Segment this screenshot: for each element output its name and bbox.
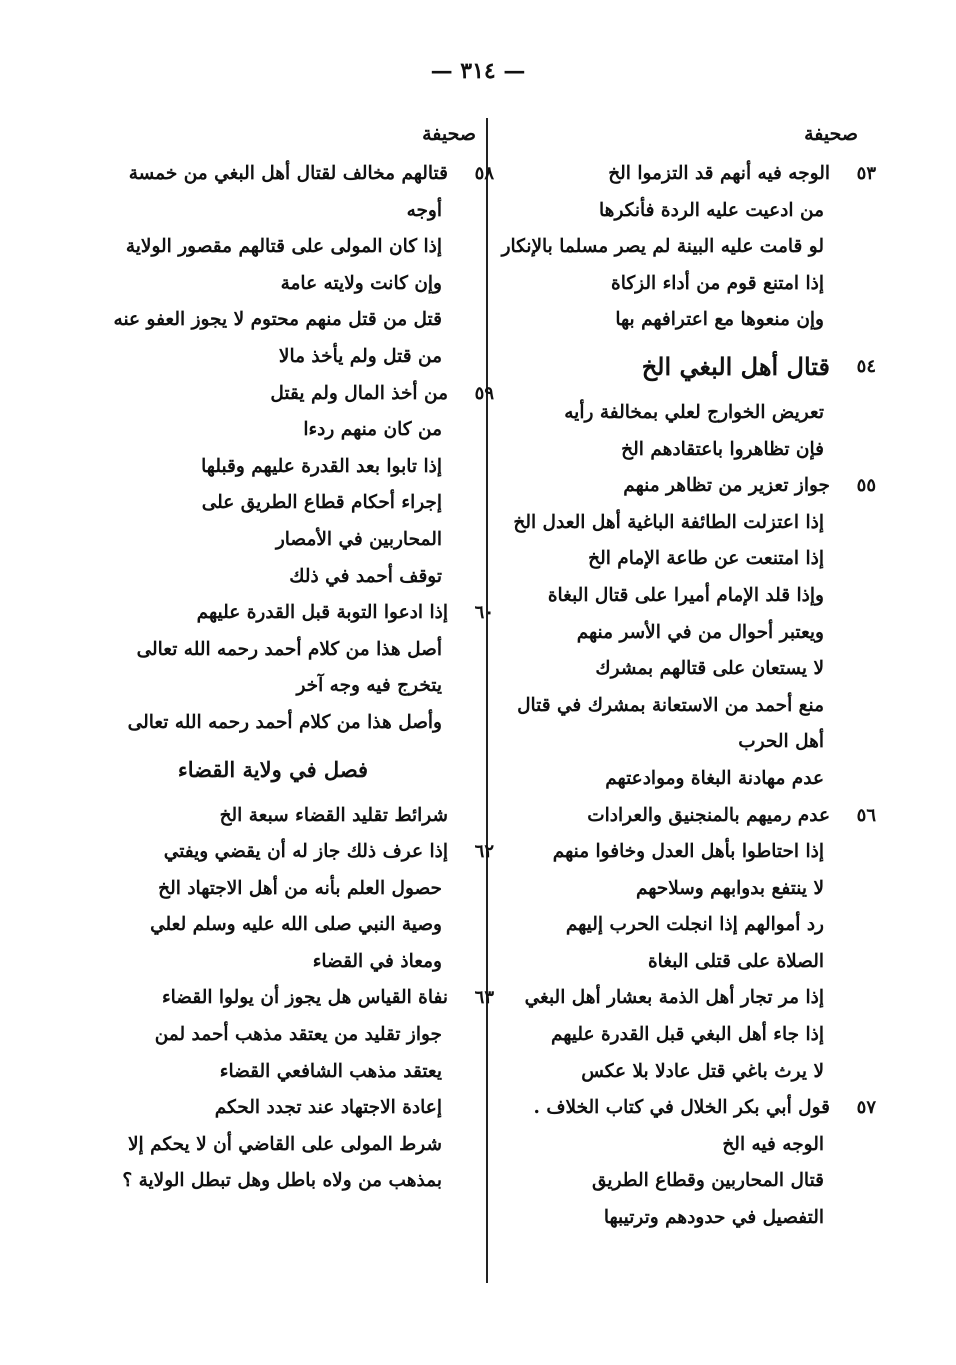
- index-entry: [490, 1090, 876, 1236]
- page-reference: ٦٣: [474, 987, 494, 1009]
- column-header-left: صحيفة: [422, 123, 476, 145]
- entry-line: إذا تابوا بعد القدرة عليهم وقبلها: [201, 455, 442, 477]
- entry-line: بمذهب من ولاه باطل وهل تبطل الولاية ؟: [122, 1170, 442, 1192]
- index-entry: [98, 156, 494, 376]
- page-reference: ٥٥: [856, 475, 876, 497]
- entry-line: من قتل ولم يأخذ مالا: [278, 345, 442, 367]
- entry-line: تعريض الخوارج لعلي بمخالفة رأيه: [564, 401, 824, 423]
- page-reference: ٥٤: [856, 355, 876, 377]
- entry-line: قتال المحاربين وقطاع الطريق: [592, 1170, 824, 1192]
- entry-line: وصية النبي صلى الله عليه وسلم لعلي: [150, 914, 442, 936]
- entry-line: حصول العلم بأنه من أهل الاجتهاد الخ: [158, 877, 442, 899]
- entry-line: إعادة الاجتهاد عند تجدد الحكم: [214, 1097, 442, 1119]
- entry-line: يتخرج فيه وجه آخر: [296, 675, 442, 697]
- entry-line: ويعتبر أحوال من في الأسر منهم: [576, 621, 824, 643]
- entry-line: أوجه: [406, 199, 442, 221]
- index-entry: [98, 798, 448, 835]
- entry-line: وأصل هذا من كلام أحمد رحمه الله تعالى: [127, 711, 442, 733]
- entry-line: إذا مر تجار أهل الذمة بعشار أهل البغي: [524, 987, 824, 1009]
- entry-line: إذا امتنعت عن طاعة الإمام الخ: [588, 548, 824, 570]
- entry-line: من كان منهم ردءا: [303, 419, 442, 441]
- entry-line: يعتقد مذهب الشافعي القضاء: [219, 1060, 442, 1082]
- entry-line: فإن تظاهروا باعتقادهم الخ: [621, 438, 824, 460]
- index-entry: [98, 595, 494, 741]
- entry-line: أهل الحرب: [738, 731, 824, 753]
- entry-line: قتالهم مخالف لقتال أهل البغي من خمسة: [128, 163, 448, 184]
- entry-line: شرط المولى على القاضي أن لا يحكم إلا: [127, 1133, 442, 1155]
- entry-line: عدم رميهم بالمنجنيق والعرادات: [587, 804, 830, 826]
- entry-line: إذا عرف ذلك جاز له أن يقضي ويفتي: [163, 841, 448, 863]
- page-reference: ٥٦: [856, 804, 876, 826]
- entry-line: شرائط تقليد القضاء سبعة الخ: [219, 804, 448, 826]
- index-entry: [98, 376, 494, 596]
- entry-line: الصلاة على قتلى البغاة: [647, 950, 824, 972]
- index-entry: [490, 156, 876, 339]
- index-entry: [490, 798, 876, 1091]
- column-divider: [486, 118, 488, 1283]
- entry-line: إذا احتاطوا بأهل العدل وخافوا منهم: [552, 841, 824, 863]
- entry-line: المحاربين في الأمصار: [275, 528, 442, 550]
- index-entry: [98, 834, 494, 980]
- entry-line: لو قامت عليه البينة لم يصر مسلما بالإنكار: [501, 236, 824, 258]
- page-reference: ٥٣: [856, 163, 876, 184]
- entry-line: إذا جاء أهل البغي قبل القدرة عليهم: [550, 1024, 824, 1046]
- entry-line: لا ينتفع بدوابهم وسلاحهم: [635, 877, 824, 899]
- index-entry: [98, 980, 494, 1200]
- entry-line: الوجه فيه أنهم قد التزموا الخ: [608, 163, 830, 184]
- entry-line: من أخذ المال ولم يقتل: [270, 382, 448, 404]
- entry-line: إذا اعتزلت الطائفة الباغية أهل العدل الخ: [513, 511, 824, 533]
- entry-line: ومعاذ في القضاء: [312, 950, 442, 972]
- entry-line: جواز تقليد من يعتقد مذهب أحمد لمن: [154, 1024, 442, 1046]
- entry-line: إذا كان المولى على قتالهم مقصور الولاية: [125, 236, 442, 258]
- entry-line: نفاة القياس هل يجوز أن يولوا القضاء: [161, 987, 448, 1009]
- entry-line: جواز تعزير من تظاهر منهم: [623, 475, 830, 497]
- entry-line: وإن منعوها مع اعترافهم بها: [615, 309, 824, 331]
- entry-line: رد أموالهم إذا انجلت الحرب إليهم: [565, 914, 824, 936]
- entry-line: أصل هذا من كلام أحمد رحمه الله تعالى: [136, 638, 442, 660]
- entry-line: إجراء أحكام قطاع الطريق على: [201, 492, 442, 514]
- entry-line: وإن كانت ولايته عامة: [280, 272, 442, 294]
- page-reference: ٥٩: [474, 382, 494, 404]
- section-title: فصل في ولاية القضاء: [177, 756, 369, 782]
- index-entry: [490, 339, 876, 468]
- page-reference: ٦٢: [474, 841, 494, 863]
- entry-line: قول أبي بكر الخلال في كتاب الخلاف .: [533, 1097, 830, 1119]
- entry-line: منع أحمد من الاستعانة بمشرك في قتال: [517, 694, 824, 716]
- entry-line: إذا ادعوا التوبة قبل القدرة عليهم: [196, 602, 448, 624]
- entry-line: عدم مهادنة البغاة وموادعتهم: [605, 767, 824, 789]
- entry-line: لا يستعان على قتالهم بمشرك: [595, 658, 824, 680]
- left-column: [98, 112, 494, 1200]
- right-column: [490, 112, 876, 1237]
- entry-heading: قتال أهل البغي الخ: [641, 351, 830, 381]
- page-reference: ٥٧: [856, 1097, 876, 1119]
- entry-line: الوجه فيه الخ: [722, 1133, 824, 1155]
- entry-line: لا يرث باغي قتل عادلا بلا عكس: [581, 1060, 824, 1082]
- page-reference: ٥٨: [474, 163, 494, 184]
- entry-line: التفصيل في حدودهم وترتيبها: [603, 1207, 824, 1229]
- page-number: — ٣١٤ —: [430, 58, 526, 84]
- entry-line: وإذا قلد الإمام أميرا على قتال البغاة: [547, 584, 824, 606]
- entry-line: قتل من قتل منهم محتوم لا يجوز العفو عنه: [113, 309, 442, 331]
- entry-line: إذا امتنع قوم من أداء الزكاة: [611, 272, 824, 294]
- column-header-right: صحيفة: [804, 123, 858, 145]
- page-reference: ٦٠: [474, 602, 494, 624]
- entry-line: من ادعيت عليه الردة فأنكرها: [599, 199, 824, 221]
- entry-line: توقف أحمد في ذلك: [289, 565, 442, 587]
- index-entry: [490, 468, 876, 797]
